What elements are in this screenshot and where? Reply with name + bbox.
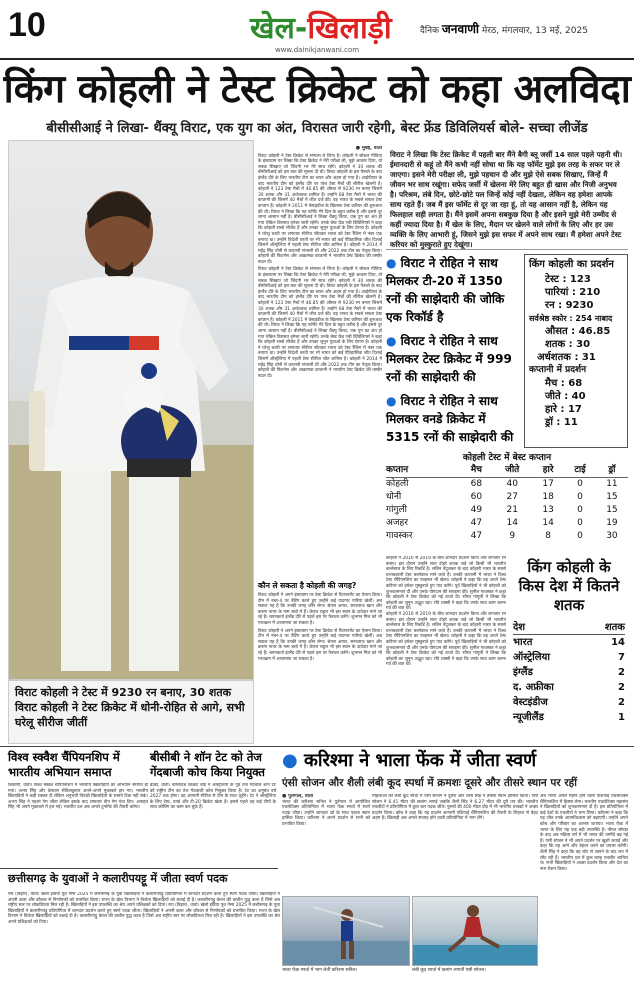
table-cell: 14 (542, 518, 554, 528)
table-cell: 21 (506, 505, 518, 515)
continuation-text: कोहली ने 2016 से 2019 के बीच शानदार प्रदर्शन किया और लगातार रन बनाए। इस दौरान उन्होंने सात दोहरे शतक जड़े जो किसी भी भारतीय बल्लेबाज के लिए रिकॉर्ड है। सचिन तेंदुलकर के बाद कोहली भारत के सबसे प्रभावशाली टेस्ट बल्लेबाज माने जाते हैं। उनकी कप्तानी में भारत ने विश्व टेस्ट चैंपियनशिप का फाइनल भी खेला। कोहली ने कहा कि वह अपने टेस्ट करियर को हमेशा मुस्कुराते हुए याद करेंगे। पूर्व खिलाड़ियों ने भी कोहली को शुभकामनाएं दीं और उनके योगदान की सराहना की। सुनील गावस्कर ने कहा कि कोहली ने टेस्ट क्रिकेट को नई ऊर्जा दी। सौरव गांगुली ने लिखा कि कोहली का जुनून अद्भुत रहा। रवि शास्त्री ने कहा कि उनके साथ काम करना गर्व की बात थी। (386, 556, 506, 612)
century-country: ऑस्ट्रेलिया (513, 652, 550, 663)
partnership-facts (386, 254, 520, 452)
javelin-subtitle: एंसी सोजन और शैली लंबी कूद स्पर्धा में क्रमशः दूसरे और तीसरे स्थान पर रहीं (282, 777, 577, 789)
career-row: हारे : 17 (545, 404, 582, 415)
section-divider (0, 868, 278, 869)
column-header: मैच (460, 464, 492, 478)
table-cell: 0 (577, 531, 583, 541)
fact-text: विराट ने रोहित ने साथ मिलकर टी-20 में 1350 रनों की साझेदारी की जोकि एक रिकॉर्ड है (386, 256, 505, 324)
century-row (513, 680, 625, 695)
century-row (513, 695, 625, 710)
paper-prefix: दैनिक (420, 26, 440, 36)
table-cell: 0 (577, 518, 583, 528)
lead-photo (8, 140, 254, 680)
table-row (386, 517, 628, 530)
javelin-text-right: अब भारत अगले महीने होने वाली एशियाई एथलेटिक्स चैंपियनशिप में हिस्सा लेगा। भारतीय एथलेटिक्स महासंघ ने खिलाड़ियों को शुभकामनाएं दी हैं। इस प्रतियोगिता में कई देशों के एथलीटों ने भाग लिया। करिश्मा ने कहा कि यह जीत उनके आत्मविश्वास को बढ़ाएगी। उन्होंने अपने कोच और परिवार का आभार जताया। भाला फेंक में भारत के लिए यह एक बड़ी उपलब्धि है। नीरज चोपड़ा के बाद अब महिला वर्ग में भी भारत की उम्मीदें बढ़ गई हैं। एंसी सोजन ने भी अपने प्रदर्शन पर खुशी जताई और कहा कि वह आगे और बेहतर करने का प्रयास करेंगी। शैली सिंह ने कहा कि वह चोट से उबरने के बाद लय में लौट रही हैं। भारतीय दल में कुल बारह एथलीट शामिल थे। सभी खिलाड़ियों ने अच्छा प्रदर्शन किया और देश का नाम रोशन किया। (540, 794, 628, 872)
century-row (513, 665, 625, 680)
century-count: 1 (618, 712, 625, 723)
century-country: इंग्लैंड (513, 667, 533, 678)
javelin-title-text: करिश्मा ने भाला फेंक में जीता स्वर्ण (304, 750, 537, 771)
table-cell: 9 (509, 531, 516, 541)
section-title-part2: खिलाड़ी (307, 11, 392, 46)
century-row (513, 650, 625, 665)
career-row: शतक : 30 (545, 339, 591, 350)
century-count: 2 (618, 682, 625, 693)
table-cell: 0 (577, 492, 583, 502)
javelin-text-left (282, 794, 370, 894)
career-row: अर्धशतक : 31 (537, 352, 596, 363)
table-cell: 40 (506, 479, 518, 489)
paper-place-date: मेरठ, मंगलवार, 13 मई, 2025 (481, 26, 588, 36)
table-cell: 49 (470, 505, 483, 515)
fact-item (386, 392, 520, 446)
column-header: हारे (532, 464, 564, 478)
table-cell: 13 (542, 505, 554, 515)
table-row (386, 530, 628, 543)
javelin-photo (282, 896, 410, 966)
table-cell: 30 (606, 531, 618, 541)
table-cell: 15 (606, 505, 618, 515)
table-cell: गांगुली (386, 505, 407, 515)
century-country: न्यूजीलैंड (513, 712, 544, 723)
table-cell: 0 (577, 505, 583, 515)
header-country: देश (513, 622, 526, 633)
century-count: 2 (618, 667, 625, 678)
table-row (386, 491, 628, 504)
lead-article-continuation (386, 556, 506, 742)
squash-text: शिकागो, वार्ता। विश्व स्क्वैश चैंपियनशिप में भारतीय खिलाड़ियों का अभियान समाप्त हो गया। अभय सिंह और वेलावन सेंथिलकुमार अपने-अपने मुकाबले हार गए। भारतीय खिलाड़ियों ने कड़ी टक्कर दी लेकिन अनुभवी विपक्षी खिलाड़ियों के सामने टिक नहीं सके। अभय सिंह ने पहला गेम जीता लेकिन इसके बाद लगातार तीन गेम गंवा दिए। अनाहत सिंह भी अपने मुकाबले में हार गईं। भारतीय दल अब अगले टूर्नामेंट की तैयारी करेगा। (8, 783, 148, 811)
table-cell: धोनी (386, 492, 402, 502)
section-title (250, 6, 392, 47)
table-cell: 8 (545, 531, 551, 541)
column-header: ड्रॉ (596, 464, 628, 478)
chhattisgarh-text (8, 892, 280, 982)
century-country: वेस्टइंडीज (513, 697, 548, 708)
century-count: 7 (618, 652, 625, 663)
bullet-icon: ● (386, 394, 397, 408)
javelin-dateline: ● पुर्तगाल, वार्ता (282, 794, 314, 799)
career-row: औसत : 46.85 (545, 326, 611, 337)
fact-item (386, 332, 520, 386)
centuries-header (513, 619, 625, 635)
table-cell: 47 (470, 531, 483, 541)
bullet-icon: ● (282, 750, 298, 771)
table-cell: 27 (506, 492, 518, 502)
bullet-icon: ● (386, 334, 397, 348)
table-header-row (386, 464, 628, 478)
squash-brief (8, 750, 148, 869)
bullet-icon: ● (386, 256, 397, 270)
squash-title: विश्व स्क्वैश चैंपियनशिप में भारतीय अभियान समाप्त (8, 750, 120, 779)
chhattisgarh-body-continued: राय (बिहार), वार्ता। खेलो इंडिया यूथ गेम्स 2025 में छत्तीसगढ़ के युवा खिलाड़ियों ने कलारीपयट्टू प्रतियोगिता में शानदार प्रदर्शन करते हुए स्वर्ण पदक जीता। खिलाड़ियों ने अपनी कला और कौशल से निर्णायकों को प्रभावित किया। राज्य के खेल विभाग ने विजेता खिलाड़ियों को बधाई दी है। कलारीपयट्टू केरल की प्राचीन युद्ध कला है जिसे अब राष्ट्रीय स्तर पर लोकप्रियता मिल रही है। खिलाड़ियों ने इस उपलब्धि का श्रेय अपने प्रशिक्षकों को दिया। (8, 903, 280, 925)
site-url: www.dainikjanwani.com (274, 46, 360, 54)
table-cell: 18 (542, 492, 554, 502)
bcb-brief (150, 750, 276, 869)
lead-dateline: ● मुंबई, वार्ता (355, 146, 382, 151)
career-row: कप्तानी में प्रदर्शन (529, 365, 587, 375)
century-country: द. अफ्रीका (513, 682, 554, 693)
career-row: ड्रॉ : 11 (545, 417, 578, 428)
javelin-left-body: भारत की करिश्मा सनिल ने पुर्तगाल में आयोजित एथलेटिक्स प्रतियोगिता में भाला फेंक स्पर्धा में स्वर्ण पदक जीता। उन्होंने शानदार थ्रो के साथ पहला स्थान हासिल किया। करिश्मा ने अपने प्रदर्शन से सभी को प्रभावित किया। (282, 799, 370, 827)
quote-text: विराट ने लिखा कि टेस्ट क्रिकेट में पहली बार मैंने बैगी ब्लू जर्सी 14 साल पहले पहनी थी। ईमानदारी से कहूं तो मैंने कभी नहीं सोचा था कि यह फॉर्मेट मुझे इस तरह के सफर पर ले जाएगा। इसने मेरी परीक्षा ली, मुझे पहचान दी और मुझे ऐसे सबक सिखाए, जिन्हें मैं जीवन भर साथ रखूंगा। सफेद जर्सी में खेलना मेरे लिए बहुत ही खास और निजी अनुभव है। परिश्रम, लंबे दिन, छोटे-छोटे पल जिन्हें कोई नहीं देखता, लेकिन वह हमेशा आपके साथ रहते हैं। जब मैं इस फॉर्मेट से दूर जा रहा हूं, तो यह आसान नहीं है, लेकिन यह फिलहाल सही लगता है। मैंने इसमें अपना सबकुछ दिया है और इसने मुझे मेरी उम्मीद से कहीं ज्यादा दिया है। मैं खेल के लिए, मैदान पर खेलने वाले लोगों के लिए और हर उस व्यक्ति के लिए आभारी हूं, जिसने मुझे इस सफर में अपने साथ रखा। मैं हमेशा अपने टेस्ट करियर को मुस्कुराते हुए देखूंगा। (390, 150, 623, 249)
fact-text: विराट ने रोहित ने साथ मिलकर वनडे क्रिकेट में 5315 रनों की साझेदारी की (386, 394, 514, 444)
replacement-text: विराट कोहली ने अपने इंस्टाग्राम पर टेस्ट क्रिकेट से रिटायरमेंट का ऐलान किया। टीम में नंबर-4 पर बैटिंग करते हुए उन्होंने कई यादगार पारियां खेलीं। अब सवाल यह है कि उनकी जगह कौन लेगा। श्रेयस अय्यर, सरफराज खान और करुण नायर के नाम चर्चा में हैं। केएल राहुल भी इस स्थान के दावेदार माने जा रहे हैं। चयनकर्ता इंग्लैंड दौरे से पहले इस पर फैसला करेंगे। शुभमन गिल को भी मध्यक्रम में आजमाया जा सकता है। (258, 593, 382, 626)
best-captains-table (386, 464, 628, 543)
lead-article-text-1b: विराट कोहली ने टेस्ट क्रिकेट से संन्यास ले लिया है। कोहली ने सोशल मीडिया के इंस्टाग्राम पर लिखा कि टेस्ट क्रिकेट ने मेरी परीक्षा ली, मुझे आकार दिया, वो सबक सिखाए जो जिंदगी भर मेरे साथ रहेंगे। कोहली ने 30 शतक की बीसीसीआई को इस बात की सूचना दी थी। विराट कोहली के इस फैसले के बाद इंग्लैंड दौरे के लिए भारतीय टीम का चयन और अहम हो गया है। आईपीएल के बाद भारतीय टीम को इंग्लैंड दौरे पर पांच टेस्ट मैचों की सीरीज खेलनी है। कोहली ने 123 टेस्ट मैचों में 46.85 की औसत से 9230 रन बनाए जिसमें 30 शतक और 31 अर्धशतक शामिल हैं। उन्होंने 68 टेस्ट मैचों में भारत की कप्तानी की जिसमें 40 मैचों में जीत दर्ज की। वह भारत के सबसे सफल टेस्ट कप्तान हैं। कोहली ने 2011 में वेस्टइंडीज के खिलाफ टेस्ट करियर की शुरुआत की थी। विराट ने लिखा कि यह फॉर्मेट मेरे दिल के बहुत करीब है और इससे दूर जाना आसान नहीं है। बीसीसीआई ने लिखा थैंक्यू विराट, एक युग का अंत हो गया लेकिन विरासत हमेशा जारी रहेगी। उनके बेस्ट फ्रेंड एबी डिविलियर्स ने कहा कि कोहली सच्चे लीजेंड हैं और उनका जुनून युवाओं के लिए प्रेरणा है। कोहली ने घरेलू धरती पर लगातार सीरीज जीतकर भारत को टेस्ट रैंकिंग में नंबर एक बनाया था। उन्होंने विदेशी धरती पर भी भारत को कई ऐतिहासिक जीत दिलाईं जिसमें ऑस्ट्रेलिया में पहली टेस्ट सीरीज जीत शामिल है। कोहली ने 2014 में महेंद्र सिंह धोनी से कप्तानी संभाली थी और 2022 तक टीम का नेतृत्व किया। कोहली की फिटनेस और आक्रामक कप्तानी ने भारतीय टेस्ट क्रिकेट की तस्वीर बदल दी। (258, 267, 382, 379)
table-cell: 14 (506, 518, 518, 528)
table-cell: 19 (606, 518, 618, 528)
century-count: 14 (611, 637, 625, 648)
longjump-athlete-illustration (413, 897, 538, 966)
replacement-subheading: कौन ले सकता है कोहली की जगह? (258, 581, 357, 590)
century-row (513, 710, 625, 725)
javelin-photo-caption: भाला फेंक स्पर्धा में भाग लेतीं करिश्मा सनिल। (282, 968, 358, 973)
table-cell: 60 (470, 492, 483, 502)
best-captains-title: कोहली टेस्ट में बेस्ट कप्तान (462, 453, 552, 463)
table-cell: गावस्कर (386, 531, 413, 541)
fact-text: विराट ने रोहित ने साथ मिलकर टेस्ट क्रिकेट में 999 रनों की साझेदारी की (386, 334, 512, 384)
continuation-text-2: कोहली ने 2016 से 2019 के बीच शानदार प्रदर्शन किया और लगातार रन बनाए। इस दौरान उन्होंने सात दोहरे शतक जड़े जो किसी भी भारतीय बल्लेबाज के लिए रिकॉर्ड है। सचिन तेंदुलकर के बाद कोहली भारत के सबसे प्रभावशाली टेस्ट बल्लेबाज माने जाते हैं। उनकी कप्तानी में भारत ने विश्व टेस्ट चैंपियनशिप का फाइनल भी खेला। कोहली ने कहा कि वह अपने टेस्ट करियर को हमेशा मुस्कुराते हुए याद करेंगे। पूर्व खिलाड़ियों ने भी कोहली को शुभकामनाएं दीं और उनके योगदान की सराहना की। सुनील गावस्कर ने कहा कि कोहली ने टेस्ट क्रिकेट को नई ऊर्जा दी। सौरव गांगुली ने लिखा कि कोहली का जुनून अद्भुत रहा। रवि शास्त्री ने कहा कि उनके साथ काम करना गर्व की बात थी। (386, 611, 506, 668)
table-row (386, 504, 628, 517)
table-cell: 15 (606, 492, 618, 502)
centuries-title: किंग कोहली के किस देश में कितने शतक (518, 558, 620, 614)
cricketer-illustration (9, 141, 254, 680)
page-number: 10 (8, 6, 46, 44)
section-title-part1: खेल (250, 11, 295, 46)
column-header: जीते (492, 464, 532, 478)
column-header: टाई (564, 464, 596, 478)
javelin-headline (282, 750, 628, 772)
centuries-by-country (510, 556, 628, 742)
lead-photo-caption: विराट कोहली ने टेस्ट में 9230 रन बनाए, 30 शतक विराट कोहली ने टेस्ट क्रिकेट में धोनी-रोहित से आगे, सभी घरेलू सीरीज जीतीं (8, 680, 254, 744)
career-row: जीते : 40 (545, 391, 586, 402)
fact-item (386, 254, 520, 326)
bcb-text: ढाका, वार्ता। बांग्लादेश क्रिकेट बोर्ड ने ऑस्ट्रेलिया के पूर्व तेज गेंदबाज शॉन टेट को राष्ट्रीय टीम का तेज गेंदबाजी कोच नियुक्त किया है। टेट का अनुबंध वर्ष 2027 तक होगा। वह आगामी सीरीज से टीम के साथ जुड़ेंगे। टेट ने ऑस्ट्रेलिया के लिए टेस्ट, वनडे और टी-20 क्रिकेट खेला है। इससे पहले वह कई टीमों के साथ कोचिंग का काम कर चुके हैं। (150, 783, 276, 811)
replacement-text-continued: विराट कोहली ने अपने इंस्टाग्राम पर टेस्ट क्रिकेट से रिटायरमेंट का ऐलान किया। टीम में नंबर-4 पर बैटिंग करते हुए उन्होंने कई यादगार पारियां खेलीं। अब सवाल यह है कि उनकी जगह कौन लेगा। श्रेयस अय्यर, सरफराज खान और करुण नायर के नाम चर्चा में हैं। केएल राहुल भी इस स्थान के दावेदार माने जा रहे हैं। चयनकर्ता इंग्लैंड दौरे से पहले इस पर फैसला करेंगे। शुभमन गिल को भी मध्यक्रम में आजमाया जा सकता है। (258, 628, 382, 662)
longjump-photo (412, 896, 538, 966)
table-cell: अजहर (386, 518, 409, 528)
bcb-title: बीसीबी ने शॉन टेट को तेज गेंदबाजी कोच किया नियुक्त (150, 750, 265, 779)
table-cell: 0 (577, 479, 583, 489)
chhattisgarh-title: छत्तीसगढ़ के युवाओं ने कलारीपयट्टू में जीता स्वर्ण पदक (8, 872, 228, 885)
masthead (0, 0, 634, 60)
javelin-text-mid: महिलाओं की लंबी कूद स्पर्धा में एंसी सोजन ने दूसरा और शैली सिंह ने तीसरा स्थान हासिल किया। एंसी सोजन ने 6.41 मीटर की छलांग लगाई जबकि शैली सिंह ने 6.27 मीटर की दूरी तय की। भारतीय एथलीटों ने प्रतियोगिता में कुल चार पदक जीते। पुरुषों की 400 मीटर दौड़ में भी भारतीय धावकों ने अच्छा प्रदर्शन किया। कोच ने कहा कि यह प्रदर्शन आगामी एशियाई चैंपियनशिप की तैयारी के लिहाज से बेहद अहम है। खिलाड़ी अब अगले सप्ताह होने वाली प्रतियोगिता में भाग लेंगे। (372, 794, 538, 822)
career-row: टेस्ट : 123 (545, 274, 591, 285)
column-header: कप्तान (386, 464, 460, 478)
career-title: किंग कोहली का प्रदर्शन (529, 259, 614, 270)
lead-article-column (258, 146, 382, 576)
career-row: सर्वश्रेष्ठ स्कोर : 254 नाबाद (529, 314, 613, 323)
career-row: पारियां : 210 (545, 287, 601, 298)
table-cell: 11 (606, 479, 618, 489)
header-count: शतक (604, 622, 625, 633)
longjump-photo-caption: लंबी कूद स्पर्धा में छलांग लगातीं एंसी सोजन। (412, 968, 486, 973)
lead-article-text-1: विराट कोहली ने टेस्ट क्रिकेट से संन्यास ले लिया है। कोहली ने सोशल मीडिया के इंस्टाग्राम पर लिखा कि टेस्ट क्रिकेट ने मेरी परीक्षा ली, मुझे आकार दिया, वो सबक सिखाए जो जिंदगी भर मेरे साथ रहेंगे। कोहली ने 30 शतक की बीसीसीआई को इस बात की सूचना दी थी। विराट कोहली के इस फैसले के बाद इंग्लैंड दौरे के लिए भारतीय टीम का चयन और अहम हो गया है। आईपीएल के बाद भारतीय टीम को इंग्लैंड दौरे पर पांच टेस्ट मैचों की सीरीज खेलनी है। कोहली ने 123 टेस्ट मैचों में 46.85 की औसत से 9230 रन बनाए जिसमें 30 शतक और 31 अर्धशतक शामिल हैं। उन्होंने 68 टेस्ट मैचों में भारत की कप्तानी की जिसमें 40 मैचों में जीत दर्ज की। वह भारत के सबसे सफल टेस्ट कप्तान हैं। कोहली ने 2011 में वेस्टइंडीज के खिलाफ टेस्ट करियर की शुरुआत की थी। विराट ने लिखा कि यह फॉर्मेट मेरे दिल के बहुत करीब है और इससे दूर जाना आसान नहीं है। बीसीसीआई ने लिखा थैंक्यू विराट, एक युग का अंत हो गया लेकिन विरासत हमेशा जारी रहेगी। उनके बेस्ट फ्रेंड एबी डिविलियर्स ने कहा कि कोहली सच्चे लीजेंड हैं और उनका जुनून युवाओं के लिए प्रेरणा है। कोहली ने घरेलू धरती पर लगातार सीरीज जीतकर भारत को टेस्ट रैंकिंग में नंबर एक बनाया था। उन्होंने विदेशी धरती पर भी भारत को कई ऐतिहासिक जीत दिलाईं जिसमें ऑस्ट्रेलिया में पहली टेस्ट सीरीज जीत शामिल है। कोहली ने 2014 में महेंद्र सिंह धोनी से कप्तानी संभाली थी और 2022 तक टीम का नेतृत्व किया। कोहली की फिटनेस और आक्रामक कप्तानी ने भारतीय टेस्ट क्रिकेट की तस्वीर बदल दी। (258, 153, 382, 265)
century-country: भारत (513, 637, 533, 648)
lead-headline: किंग कोहली ने टेस्ट क्रिकेट को कहा अलविदा (3, 67, 631, 112)
century-row (513, 635, 625, 650)
table-cell: कोहली (386, 479, 409, 489)
paper-info (420, 20, 588, 37)
lead-subhead: बीसीसीआई ने लिखा- थैंक्यू विराट, एक युग का अंत, विरासत जारी रहेगी, बेस्ट फ्रेंड डिविलियर्स बोले- सच्चा लीजेंड (46, 121, 588, 136)
lead-article-column-lower (258, 578, 382, 742)
career-row: रन : 9230 (545, 300, 594, 311)
table-cell: 17 (542, 479, 554, 489)
table-cell: 68 (470, 479, 483, 489)
chhattisgarh-body: राय (बिहार), वार्ता। खेलो इंडिया यूथ गेम्स 2025 में छत्तीसगढ़ के युवा खिलाड़ियों ने कलारीपयट्टू प्रतियोगिता में शानदार प्रदर्शन करते हुए स्वर्ण पदक जीता। खिलाड़ियों ने अपनी कला और कौशल से निर्णायकों को प्रभावित किया। राज्य के खेल विभाग ने विजेता खिलाड़ियों को बधाई दी है। कलारीपयट्टू केरल की प्राचीन युद्ध कला है जिसे अब राष्ट्रीय स्तर पर लोकप्रियता मिल रही है। खिलाड़ियों ने इस उपलब्धि का श्रेय अपने प्रशिक्षकों को दिया। (8, 892, 280, 909)
table-row (386, 478, 628, 492)
table-cell: 47 (470, 518, 483, 528)
century-count: 2 (618, 697, 625, 708)
paper-name: जनवाणी (441, 22, 480, 36)
javelin-athlete-illustration (283, 897, 410, 966)
section-title-dash: - (294, 11, 308, 46)
kohli-quote (386, 146, 628, 250)
section-divider (0, 746, 634, 747)
career-stats-box (524, 254, 628, 448)
best-captains-table-box (386, 452, 628, 552)
career-row: मैच : 68 (545, 378, 583, 389)
